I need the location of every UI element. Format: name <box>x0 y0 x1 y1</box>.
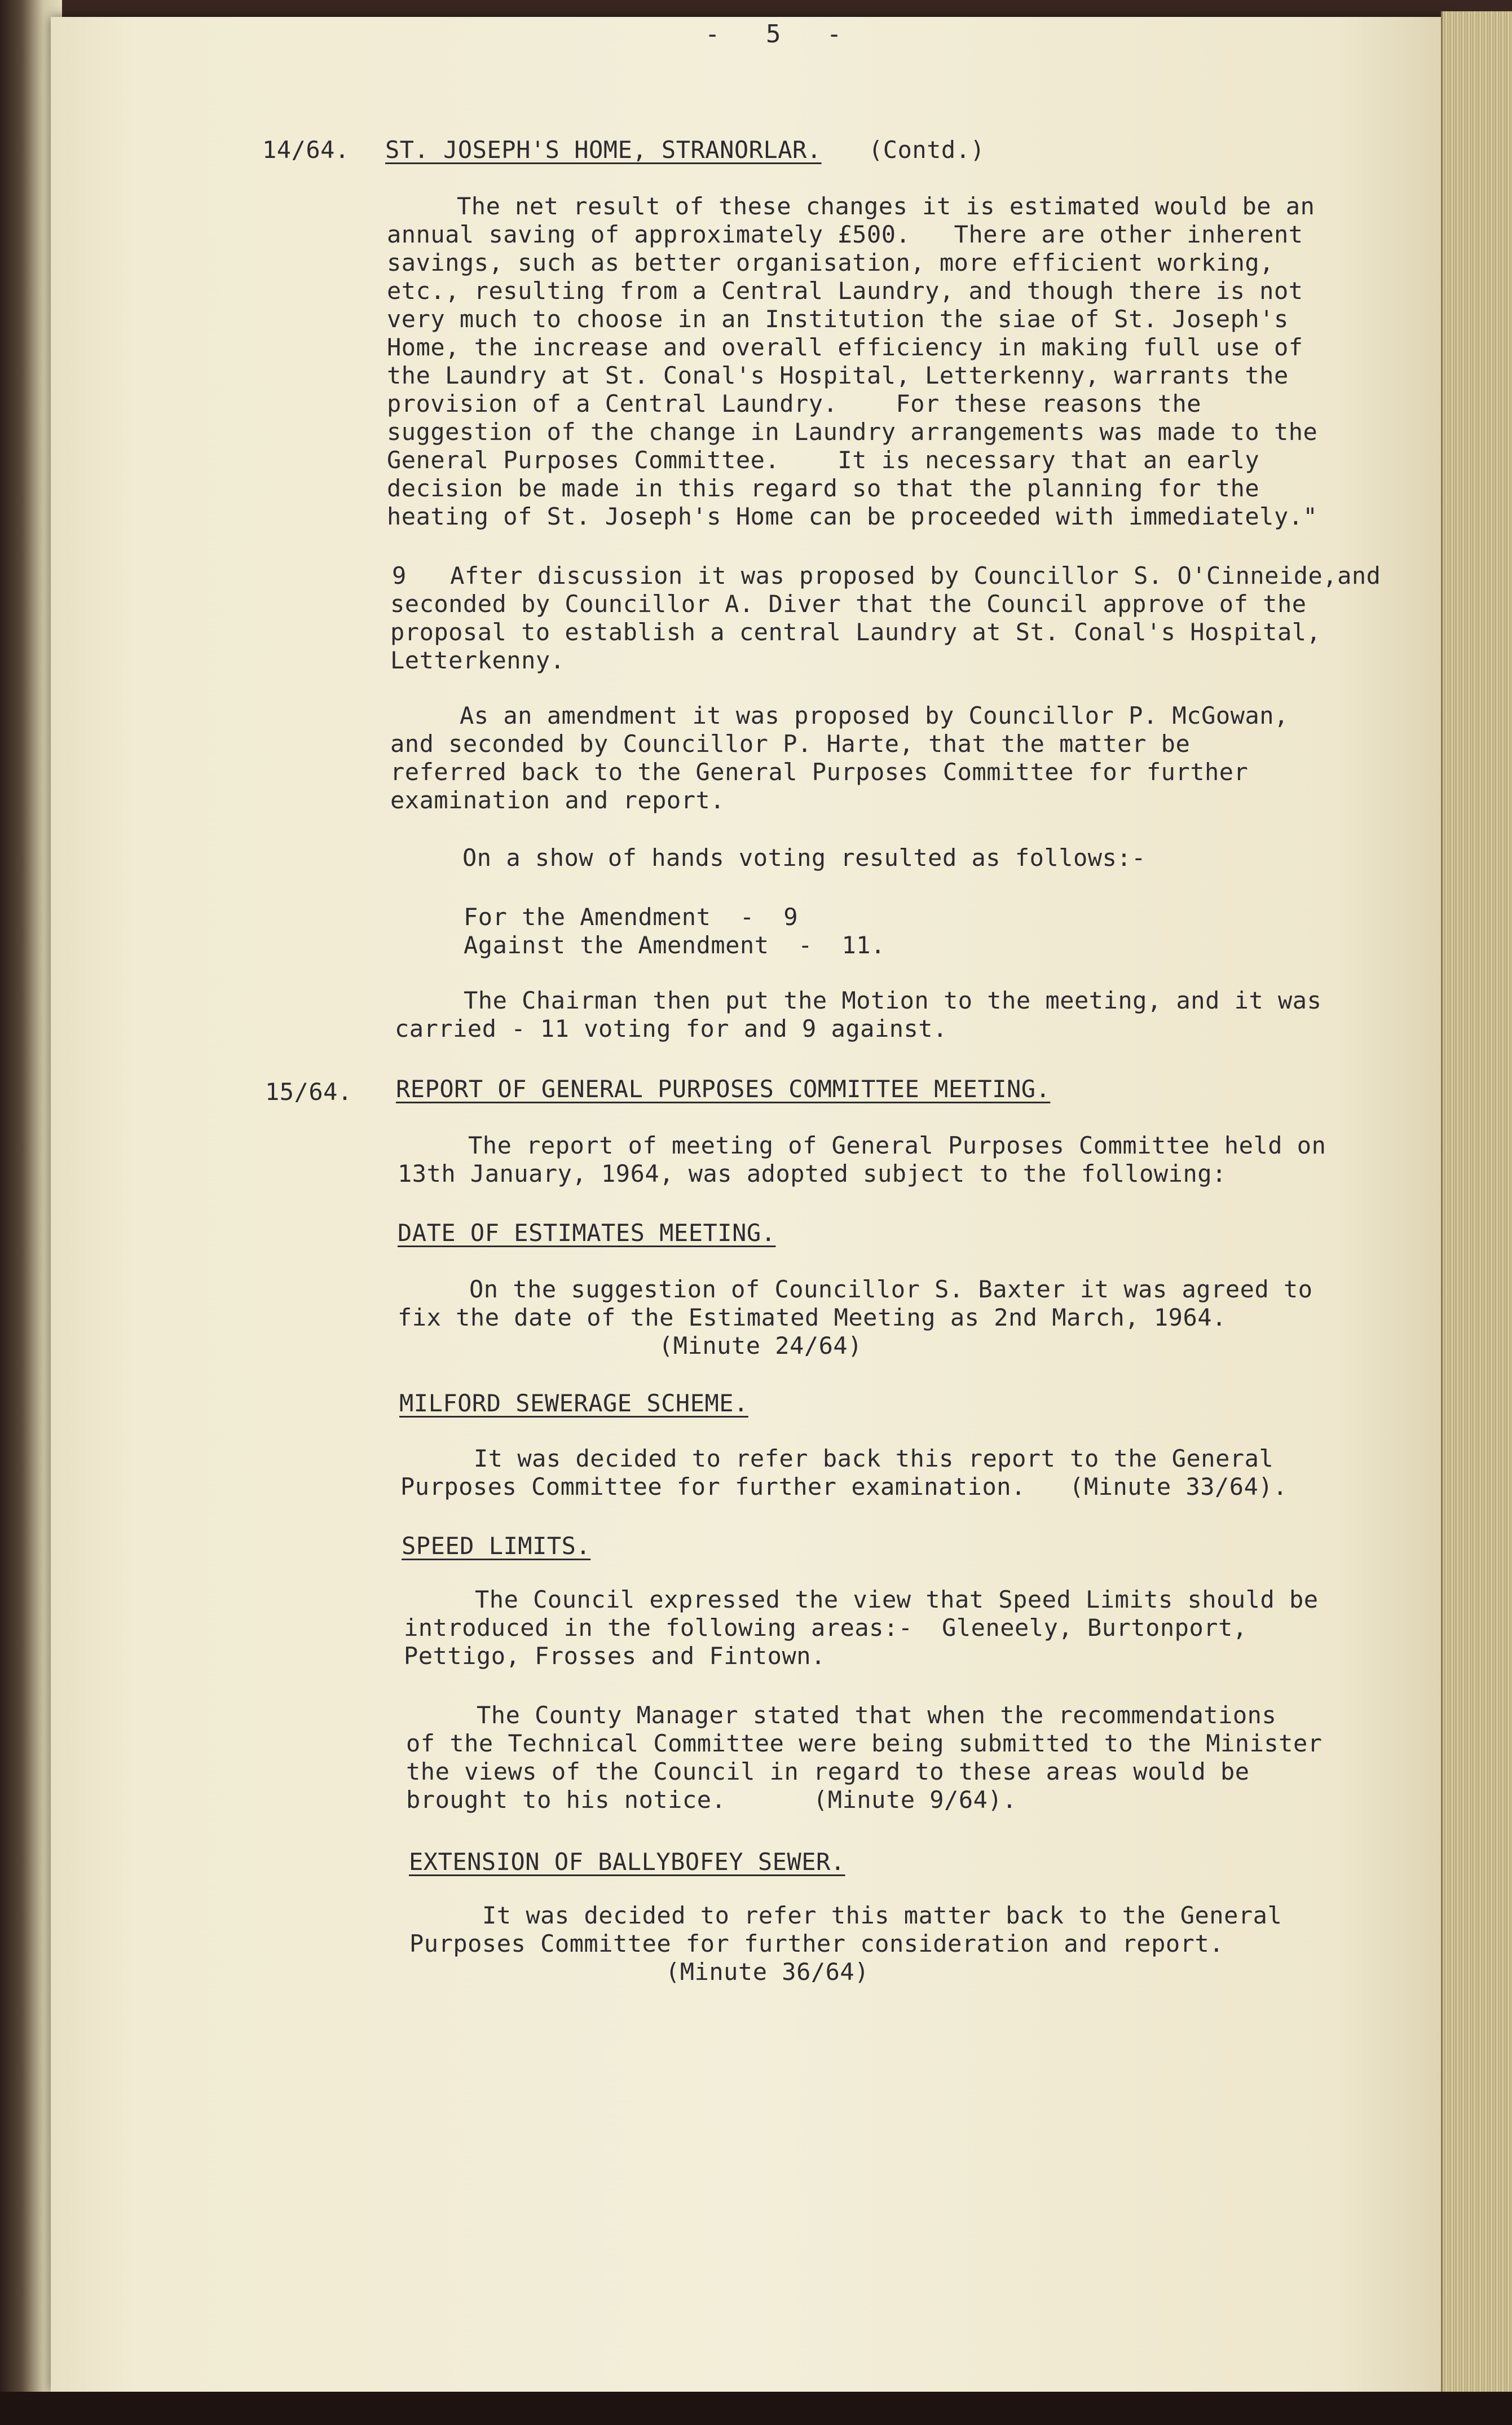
estimates-line: fix the date of the Estimated Meeting as 2nd March, 1964. <box>398 1304 1227 1331</box>
contd-label: (Contd.) <box>869 136 985 164</box>
manager-line: the views of the Council in regard to these areas would be <box>406 1758 1250 1785</box>
intro-line: The report of meeting of General Purposes Committee held on <box>468 1132 1326 1159</box>
amendment-line: examination and report. <box>390 786 725 814</box>
estimates-heading: DATE OF ESTIMATES MEETING. <box>398 1219 776 1247</box>
result-line: carried - 11 voting for and 9 against. <box>395 1015 947 1042</box>
manager-line: brought to his notice. (Minute 9/64). <box>406 1786 1017 1814</box>
amendment-line: and seconded by Councillor P. Harte, that the matter be <box>390 730 1191 758</box>
paragraph-line: annual saving of approximately £500. There are other inherent <box>387 221 1303 248</box>
page-edges <box>1441 11 1512 2397</box>
section-title: ST. JOSEPH'S HOME, STRANORLAR. <box>385 136 822 164</box>
paragraph-line: The net result of these changes it is estimated would be an <box>457 192 1315 220</box>
section-number: 14/64. <box>262 136 350 164</box>
ballybofey-line: It was decided to refer this matter back to the General <box>482 1902 1282 1929</box>
motion-line: seconded by Councillor A. Diver that the Council approve of the <box>390 590 1307 618</box>
milford-line: It was decided to refer back this report to the General <box>474 1445 1274 1472</box>
manager-line: The County Manager stated that when the recommendations <box>477 1701 1277 1729</box>
estimates-minute: (Minute 24/64) <box>659 1332 863 1359</box>
result-line: The Chairman then put the Motion to the meeting, and it was <box>464 987 1322 1014</box>
paragraph-line: savings, such as better organisation, more efficient working, <box>387 249 1274 276</box>
speed-line: Pettigo, Frosses and Fintown. <box>404 1642 826 1670</box>
motion-line: proposal to establish a central Laundry at St. Conal's Hospital, <box>390 618 1321 646</box>
intro-line: 13th January, 1964, was adopted subject to the following: <box>398 1160 1227 1187</box>
vote-for: For the Amendment - 9 <box>464 903 799 931</box>
page-number: - 5 - <box>705 20 842 49</box>
bottom-shadow <box>0 2392 1512 2425</box>
paragraph-line: the Laundry at St. Conal's Hospital, Letterkenny, warrants the <box>387 362 1289 389</box>
vote-against: Against the Amendment - 11. <box>464 931 885 959</box>
paragraph-line: very much to choose in an Institution the siae of St. Joseph's <box>387 305 1289 333</box>
ballybofey-line: Purposes Committee for further consideration and report. <box>409 1930 1224 1957</box>
milford-heading: MILFORD SEWERAGE SCHEME. <box>399 1389 748 1417</box>
paragraph-line: heating of St. Joseph's Home can be proceeded with immediately." <box>387 503 1318 530</box>
paragraph-line: provision of a Central Laundry. For these reasons the <box>387 390 1202 417</box>
paragraph-line: etc., resulting from a Central Laundry, and though there is not <box>387 277 1303 305</box>
ballybofey-heading: EXTENSION OF BALLYBOFEY SEWER. <box>409 1848 845 1876</box>
paragraph-line: decision be made in this regard so that the planning for the <box>387 474 1260 502</box>
milford-line: Purposes Committee for further examination. (Minute 33/64). <box>400 1473 1288 1500</box>
ballybofey-minute: (Minute 36/64) <box>665 1958 870 1986</box>
speed-line: The Council expressed the view that Speed Limits should be <box>475 1586 1319 1613</box>
section-number: 15/64. <box>265 1078 352 1106</box>
amendment-line: referred back to the General Purposes Committee for further <box>390 758 1249 786</box>
paragraph-line: General Purposes Committee. It is necessary that an early <box>387 446 1260 474</box>
speed-line: introduced in the following areas:- Gleneely, Burtonport, <box>404 1614 1247 1641</box>
paragraph-line: Home, the increase and overall efficiency in making full use of <box>387 333 1303 361</box>
amendment-line: As an amendment it was proposed by Councillor P. McGowan, <box>460 702 1289 729</box>
motion-line: Letterkenny. <box>390 646 565 674</box>
paragraph-line: suggestion of the change in Laundry arrangements was made to the <box>387 418 1318 446</box>
estimates-line: On the suggestion of Councillor S. Baxter it was agreed to <box>469 1275 1313 1303</box>
motion-line: 9 After discussion it was proposed by Councillor S. O'Cinneide,and <box>392 562 1381 589</box>
vote-intro: On a show of hands voting resulted as follows:- <box>462 844 1146 872</box>
speed-heading: SPEED LIMITS. <box>402 1532 591 1560</box>
section-title: REPORT OF GENERAL PURPOSES COMMITTEE MEETING. <box>396 1075 1051 1103</box>
manager-line: of the Technical Committee were being submitted to the Minister <box>406 1729 1323 1757</box>
